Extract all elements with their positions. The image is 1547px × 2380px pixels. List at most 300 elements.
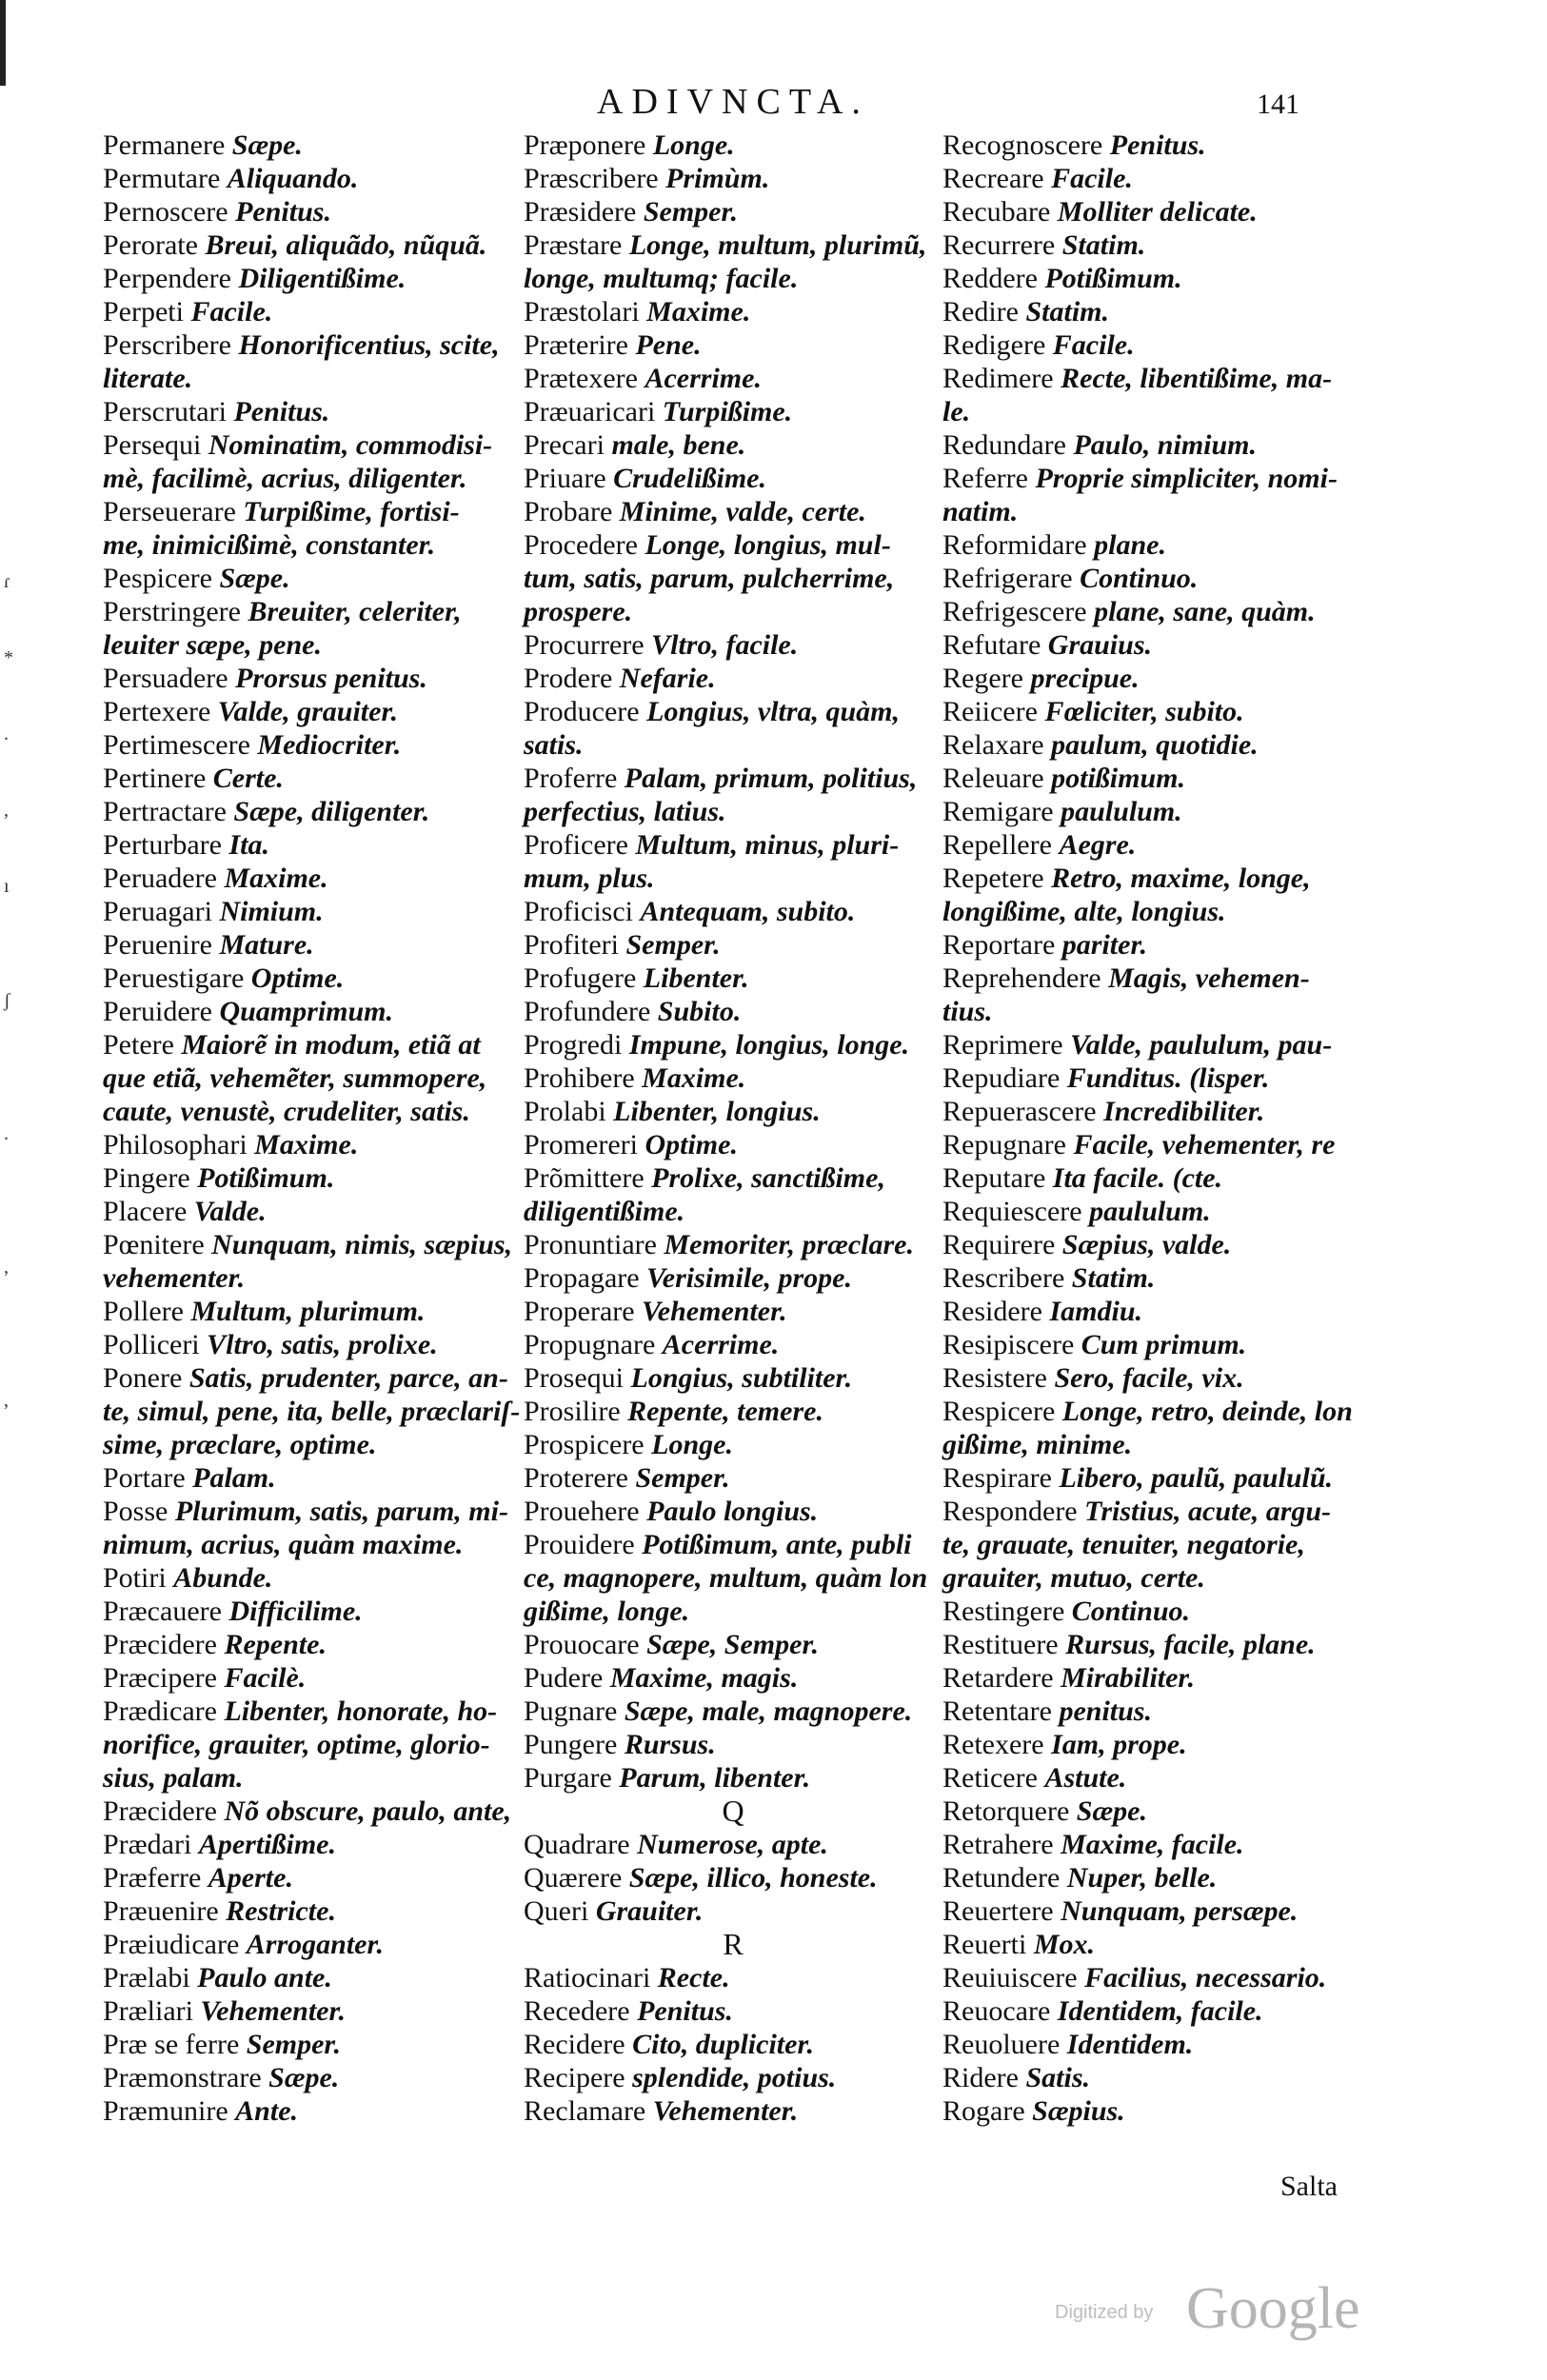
headword: Prospicere [524, 1429, 645, 1460]
headword: Repudiare [942, 1062, 1061, 1094]
entry-line [942, 1361, 1352, 1395]
modifiers: Maiorẽ in modum, etiã at [181, 1029, 481, 1061]
headword: Præcidere [103, 1629, 217, 1660]
entry-line [524, 795, 1000, 828]
entry-line [524, 1061, 1000, 1095]
entry-line [942, 528, 1352, 562]
entry-line [524, 662, 1000, 695]
modifiers: Acerrime. [645, 363, 762, 394]
headword: Retundere [942, 1862, 1061, 1894]
modifiers: paululum. [1089, 1196, 1211, 1227]
headword: Recurrere [942, 229, 1056, 261]
column-middle [524, 129, 1000, 2128]
entry-line [942, 962, 1352, 995]
entry-line [524, 1661, 1000, 1695]
entry-line [524, 1761, 1000, 1795]
modifiers: mè, facilimè, acrius, diligenter. [103, 463, 467, 494]
entry-line [524, 1161, 1000, 1195]
entry-line [103, 528, 579, 562]
modifiers: Longe, multum, plurimũ, [628, 229, 927, 261]
headword: Producere [524, 696, 640, 727]
modifiers: longißime, alte, longius. [942, 896, 1226, 927]
headword: Reuocare [942, 1995, 1051, 2027]
entry-line [103, 362, 579, 395]
entry-line [942, 1861, 1352, 1894]
headword: Repellere [942, 829, 1052, 861]
modifiers: sime, præclare, optime. [103, 1429, 377, 1460]
entry-line [524, 228, 1000, 262]
headword: Perstringere [103, 596, 241, 627]
headword: Perscrutari [103, 396, 227, 427]
headword: Pingere [103, 1162, 190, 1194]
modifiers: Numerose, apte. [637, 1829, 828, 1860]
entry-line [103, 1395, 579, 1428]
entry-line [524, 962, 1000, 995]
modifiers: Statim. [1061, 229, 1146, 261]
modifiers: me, inimicißimè, constanter. [103, 529, 436, 561]
headword: Peruadere [103, 863, 217, 894]
modifiers: Parum, libenter. [619, 1762, 811, 1794]
modifiers: Facile. [1052, 329, 1135, 361]
modifiers: Multum, minus, pluri- [635, 829, 900, 861]
headword: Pespicere [103, 563, 212, 594]
entry-line [103, 162, 579, 195]
headword: Residere [942, 1296, 1042, 1327]
headword: Reputare [942, 1162, 1046, 1194]
entry-line [942, 1428, 1352, 1461]
modifiers: te, grauate, tenuiter, negatorie, [942, 1529, 1305, 1560]
modifiers: penitus. [1059, 1696, 1152, 1727]
entry-line [942, 1061, 1352, 1095]
modifiers: Sero, facile, vix. [1054, 1362, 1244, 1394]
entry-line [942, 995, 1352, 1028]
headword: Restituere [942, 1629, 1059, 1660]
modifiers: Ante. [235, 2095, 299, 2127]
headword: Precari [524, 429, 605, 461]
headword: Polliceri [103, 1329, 200, 1360]
entry-line [524, 2028, 1000, 2061]
headword: Pronuntiare [524, 1229, 657, 1260]
running-title: ADIVNCTA. [597, 82, 869, 122]
modifiers: Rursus. [624, 1729, 716, 1760]
headword: Permutare [103, 163, 221, 194]
entry-line [942, 595, 1352, 628]
catchword: Salta [1280, 2171, 1338, 2202]
headword: Proterere [524, 1462, 628, 1494]
modifiers: gißime, longe. [524, 1596, 690, 1627]
modifiers: Proprie simpliciter, nomi- [1035, 463, 1338, 494]
modifiers: Restricte. [226, 1895, 336, 1927]
modifiers: Verisimile, prope. [646, 1262, 852, 1294]
modifiers: Vehementer. [642, 1296, 787, 1327]
modifiers: Breui, aliquãdo, nũquã. [205, 229, 487, 261]
modifiers: Astute. [1044, 1762, 1127, 1794]
entry-line [103, 562, 579, 595]
modifiers: Semper. [643, 196, 738, 228]
modifiers: Sæpe, male, magnopere. [624, 1696, 913, 1727]
headword: Respirare [942, 1462, 1052, 1494]
modifiers: Honorificentius, scite, [238, 329, 500, 361]
modifiers: mum, plus. [524, 863, 655, 894]
modifiers: Incredibiliter. [1103, 1096, 1265, 1127]
headword: Prohibere [524, 1062, 635, 1094]
modifiers: le. [942, 396, 971, 427]
modifiers: Longius, subtiliter. [630, 1362, 853, 1394]
modifiers: nimum, acrius, quàm maxime. [103, 1529, 464, 1560]
headword: Rogare [942, 2095, 1025, 2127]
entry-line [942, 228, 1352, 262]
headword: Profundere [524, 996, 651, 1027]
modifiers: Acerrime. [662, 1329, 780, 1360]
modifiers: Sæpe, Semper. [646, 1629, 819, 1660]
headword: Præiudicare [103, 1929, 240, 1960]
modifiers: Optime. [250, 962, 345, 994]
entry-line [103, 2061, 579, 2094]
headword: Queri [524, 1895, 589, 1927]
headword: Properare [524, 1296, 635, 1327]
modifiers: Statim. [1071, 1262, 1156, 1294]
entry-line [103, 228, 579, 262]
headword: Perseuerare [103, 496, 236, 527]
headword: Perscribere [103, 329, 231, 361]
modifiers: Longius, vltra, quàm, [646, 696, 901, 727]
modifiers: Grauius. [1047, 629, 1152, 661]
modifiers: diligentißime. [524, 1196, 685, 1227]
entry-line [103, 1795, 579, 1828]
entry-line [103, 828, 579, 862]
headword: Proferre [524, 763, 618, 794]
headword: Retorquere [942, 1795, 1070, 1827]
modifiers: vehementer. [103, 1262, 246, 1294]
entry-line [524, 1861, 1000, 1894]
headword: Quærere [524, 1862, 623, 1894]
entry-line [942, 328, 1352, 362]
headword: Pernoscere [103, 196, 228, 228]
entry-line [524, 1461, 1000, 1495]
entry-line [103, 129, 579, 162]
modifiers: Prorsus penitus. [235, 663, 427, 694]
entry-line [942, 1495, 1352, 1528]
entry-line [524, 1361, 1000, 1395]
headword: Prouocare [524, 1629, 640, 1660]
entry-line [524, 362, 1000, 395]
modifiers: Subito. [657, 996, 742, 1027]
entry-line [942, 129, 1352, 162]
entry-line [942, 362, 1352, 395]
entry-line [524, 1328, 1000, 1361]
entry-line [103, 1028, 579, 1061]
entry-line [103, 1061, 579, 1095]
modifiers: Satis. [1025, 2062, 1090, 2093]
modifiers: Impune, longius, longe. [628, 1029, 910, 1061]
modifiers: natim. [942, 496, 1019, 527]
headword: Prosequi [524, 1362, 624, 1394]
modifiers: Plurimum, satis, parum, mi- [174, 1496, 508, 1527]
modifiers: Nunquam, nimis, sæpius, [211, 1229, 513, 1260]
modifiers: Sæpius, valde. [1061, 1229, 1232, 1260]
headword: Pertinere [103, 763, 207, 794]
entry-line [524, 495, 1000, 528]
entry-line [103, 1528, 579, 1561]
modifiers: Vltro, satis, prolixe. [207, 1329, 438, 1360]
modifiers: Iamdiu. [1049, 1296, 1142, 1327]
entry-line [942, 562, 1352, 595]
entry-line [524, 1228, 1000, 1261]
entry-line [942, 862, 1352, 895]
entry-line [942, 395, 1352, 428]
entry-line [942, 428, 1352, 462]
modifiers: Satis, prudenter, parce, an- [188, 1362, 508, 1394]
entry-line [103, 2094, 579, 2128]
modifiers: Ita facile. (cte. [1052, 1162, 1223, 1194]
headword: Pertractare [103, 796, 227, 827]
entry-line [103, 1361, 579, 1395]
modifiers: plane. [1094, 529, 1166, 561]
headword: Perorate [103, 229, 198, 261]
entry-line [524, 328, 1000, 362]
entry-line [942, 1295, 1352, 1328]
modifiers: Maxime, facile. [1061, 1829, 1244, 1860]
entry-line [942, 1661, 1352, 1695]
entry-line [942, 1461, 1352, 1495]
entry-line [103, 1761, 579, 1795]
entry-line [942, 1828, 1352, 1861]
headword: Præponere [524, 129, 646, 161]
modifiers: Ita. [228, 829, 269, 861]
modifiers: Maxime. [646, 296, 751, 327]
headword: Refrigerare [942, 563, 1073, 594]
headword: Reuiuiscere [942, 1962, 1078, 1993]
headword: Præcauere [103, 1596, 222, 1627]
entry-line [524, 1595, 1000, 1628]
modifiers: Antequam, subito. [640, 896, 856, 927]
entry-line [524, 428, 1000, 462]
modifiers: que etiã, vehemẽter, summopere, [103, 1062, 487, 1094]
modifiers: Penitus. [233, 396, 330, 427]
modifiers: Facile. [190, 296, 273, 327]
entry-line [103, 628, 579, 662]
modifiers: Prolixe, sanctißime, [651, 1162, 885, 1194]
headword: Reiicere [942, 696, 1038, 727]
entry-line [103, 2028, 579, 2061]
modifiers: Repente, temere. [627, 1396, 823, 1427]
modifiers: pariter. [1061, 929, 1147, 961]
modifiers: Longe. [651, 1429, 733, 1460]
modifiers: tum, satis, parum, pulcherrime, [524, 563, 895, 594]
entry-line [524, 1395, 1000, 1428]
headword: Reddere [942, 263, 1038, 294]
modifiers: grauiter, mutuo, certe. [942, 1562, 1205, 1594]
entry-line [103, 1661, 579, 1695]
modifiers: Turpißime, fortisi- [243, 496, 460, 527]
modifiers: satis. [524, 729, 584, 761]
entry-line [103, 1228, 579, 1261]
modifiers: Funditus. (lisper. [1066, 1062, 1270, 1094]
entry-line [103, 995, 579, 1028]
modifiers: Turpißime. [662, 396, 793, 427]
entry-line [103, 1728, 579, 1761]
modifiers: Aegre. [1059, 829, 1137, 861]
headword: Præstolari [524, 296, 640, 327]
headword: Repetere [942, 863, 1044, 894]
headword: Remigare [942, 796, 1054, 827]
headword: Reprehendere [942, 962, 1101, 994]
entry-line [524, 995, 1000, 1028]
headword: Retrahere [942, 1829, 1054, 1860]
digitized-watermark [1055, 2275, 1417, 2342]
entry-line [524, 762, 1000, 795]
entry-line [103, 928, 579, 962]
modifiers: te, simul, pene, ita, belle, præclariſ- [103, 1396, 521, 1427]
headword: Portare [103, 1462, 186, 1494]
modifiers: Facile. [1051, 163, 1133, 194]
headword: Ponere [103, 1362, 183, 1394]
headword: Proficere [524, 829, 628, 861]
entry-line [103, 1128, 579, 1161]
headword: Præliari [103, 1995, 193, 2027]
modifiers: Valde, grauiter. [217, 696, 398, 727]
modifiers: Aliquando. [227, 163, 359, 194]
entry-line [942, 495, 1352, 528]
headword: Philosophari [103, 1129, 248, 1160]
entry-line [103, 1828, 579, 1861]
entry-line [942, 1894, 1352, 1928]
modifiers: Nimium. [219, 896, 324, 927]
google-logo: Google [1186, 2276, 1360, 2341]
headword: Præcidere [103, 1795, 217, 1827]
entry-line [942, 295, 1352, 328]
modifiers: Cum primum. [1081, 1329, 1247, 1360]
headword: Promereri [524, 1129, 638, 1160]
entry-line [103, 328, 579, 362]
modifiers: Penitus. [637, 1995, 733, 2027]
headword: Retardere [942, 1662, 1054, 1694]
headword: Purgare [524, 1762, 612, 1794]
entry-line [103, 395, 579, 428]
modifiers: Nominatim, commodisi- [208, 429, 493, 461]
headword: Recidere [524, 2029, 625, 2060]
entry-line [524, 1561, 1000, 1595]
entry-line [524, 1261, 1000, 1295]
entry-line [942, 1695, 1352, 1728]
entry-line [524, 129, 1000, 162]
entry-line [524, 1728, 1000, 1761]
modifiers: Potißimum. [197, 1162, 335, 1194]
modifiers: Mediocriter. [257, 729, 402, 761]
headword: Recognoscere [942, 129, 1103, 161]
headword: Prodere [524, 663, 613, 694]
entry-line [524, 1495, 1000, 1528]
headword: Præscribere [524, 163, 659, 194]
modifiers: Mature. [219, 929, 314, 961]
modifiers: Penitus. [1109, 129, 1206, 161]
headword: Pungere [524, 1729, 618, 1760]
headword: Reticere [942, 1762, 1038, 1794]
entry-line [942, 1561, 1352, 1595]
headword: Retentare [942, 1696, 1052, 1727]
headword: Pertimescere [103, 729, 250, 761]
headword: Præmunire [103, 2095, 228, 2127]
headword: Pollere [103, 1296, 184, 1327]
entry-line [524, 1695, 1000, 1728]
headword: Recedere [524, 1995, 630, 2027]
modifiers: Valde, paululum, pau- [1070, 1029, 1333, 1061]
page-number: 141 [1257, 89, 1299, 120]
entry-line [942, 162, 1352, 195]
modifiers: Facilius, necessario. [1084, 1962, 1327, 1993]
entry-line [103, 1428, 579, 1461]
modifiers: Abunde. [173, 1562, 273, 1594]
entry-line [524, 1428, 1000, 1461]
modifiers: Vehementer. [200, 1995, 347, 2027]
entry-line [524, 628, 1000, 662]
column-left [103, 129, 579, 2128]
modifiers: Potißimum. [1044, 263, 1182, 294]
entry-line [524, 1295, 1000, 1328]
modifiers: Apertißime. [198, 1829, 336, 1860]
modifiers: literate. [103, 363, 193, 394]
entry-line [103, 762, 579, 795]
entry-line [942, 828, 1352, 862]
modifiers: paulum, quotidie. [1051, 729, 1259, 761]
headword: Præuenire [103, 1895, 219, 1927]
entry-line [103, 695, 579, 728]
entry-line [942, 462, 1352, 495]
entry-line [942, 1228, 1352, 1261]
section-letter: R [723, 1927, 744, 1961]
headword: Recubare [942, 196, 1051, 228]
entry-line [103, 962, 579, 995]
modifiers: Sæpe. [1076, 1795, 1147, 1827]
watermark-prefix: Digitized by [1055, 2302, 1154, 2323]
entry-line [103, 595, 579, 628]
headword: Prædari [103, 1829, 192, 1860]
headword: Peruagari [103, 896, 212, 927]
entry-line [103, 1595, 579, 1628]
headword: Reuertere [942, 1895, 1054, 1927]
modifiers: Sæpe. [268, 2062, 340, 2093]
headword: Præferre [103, 1862, 202, 1894]
modifiers: Primùm. [665, 163, 770, 194]
entry-line [103, 195, 579, 228]
modifiers: Multum, plurimum. [190, 1296, 426, 1327]
margin-marks: ɾ * . , ı ʃ . , , [4, 571, 13, 1411]
modifiers: Pene. [635, 329, 702, 361]
entry-line [524, 562, 1000, 595]
entry-line [103, 1928, 579, 1961]
modifiers: Arroganter. [246, 1929, 385, 1960]
entry-line [942, 1261, 1352, 1295]
modifiers: sius, palam. [103, 1762, 244, 1794]
entry-line [942, 762, 1352, 795]
modifiers: Maxime. [224, 863, 328, 894]
modifiers: Mox. [1033, 1929, 1095, 1960]
entry-line [942, 1328, 1352, 1361]
entry-line [524, 1128, 1000, 1161]
headword: Regere [942, 663, 1023, 694]
headword: Prouehere [524, 1496, 640, 1527]
headword: Prælabi [103, 1962, 190, 1993]
headword: Referre [942, 463, 1028, 494]
modifiers: Nunquam, persæpe. [1061, 1895, 1299, 1927]
entry-line [524, 695, 1000, 728]
entry-line [103, 1461, 579, 1495]
headword: Præ se ferre [103, 2029, 240, 2060]
modifiers: Sæpe, diligenter. [233, 796, 430, 827]
modifiers: Libenter, longius. [613, 1096, 821, 1127]
entry-line [524, 862, 1000, 895]
modifiers: Longe, longius, mul- [645, 529, 891, 561]
